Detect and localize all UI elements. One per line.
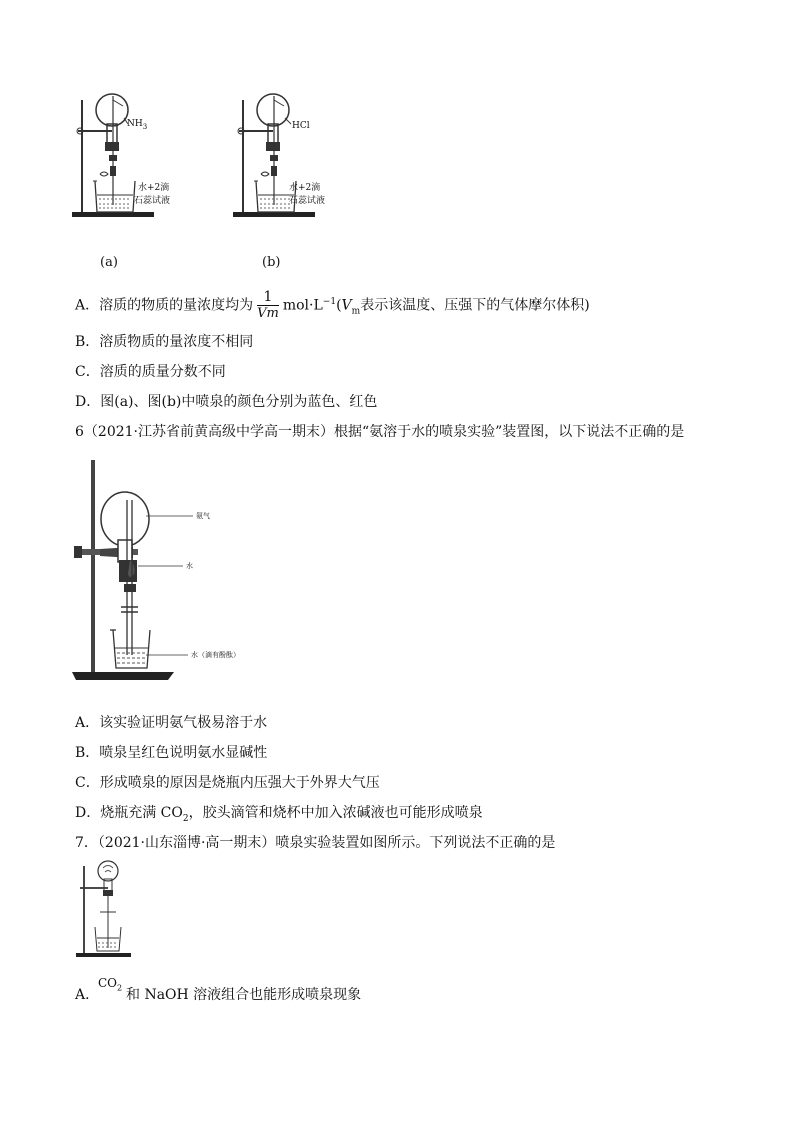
option-letter: D． [75, 805, 101, 821]
q6-option-b[interactable] [75, 744, 267, 762]
q5-option-d[interactable] [75, 393, 377, 411]
label-ammonia: 氨气 [196, 512, 210, 520]
beaker-label-b-1: 水+2滴 [289, 183, 321, 193]
q5-option-c[interactable] [75, 363, 226, 381]
option-a-text-pre: 溶质的物质的量浓度均为 [99, 297, 254, 314]
option-text-post: ，胶头滴管和烧杯中加入浓碱液也可能形成喷泉 [188, 805, 483, 821]
option-letter: A． [75, 297, 100, 314]
q5-option-b[interactable] [75, 333, 253, 351]
option-letter: B． [75, 745, 100, 761]
q6-option-c[interactable] [75, 774, 380, 792]
caption-b: (b) [262, 255, 281, 270]
co2-subscript: 2 [182, 813, 189, 824]
q6-stem: 6（2021·江苏省前黄高级中学高一期末）根据“氨溶于水的喷泉实验”装置图，以下说法不正确的是 [75, 424, 685, 440]
paren-open: ( [336, 297, 342, 314]
q6-option-a[interactable] [75, 714, 267, 732]
caption-a: (a) [100, 255, 118, 270]
option-text: 该实验证明氨气极易溶于水 [99, 715, 268, 731]
option-letter: A． [75, 987, 100, 1003]
option-text: 图(a)、图(b)中喷泉的颜色分别为蓝色、红色 [100, 394, 378, 410]
option-text: 和 NaOH 溶液组合也能形成喷泉现象 [126, 987, 362, 1003]
option-text: 溶质物质的量浓度不相同 [99, 334, 254, 350]
option-letter: A． [75, 715, 100, 731]
option-a-text-post: 表示该温度、压强下的气体摩尔体积) [360, 297, 590, 314]
gas-label-b: HCl [292, 121, 310, 131]
option-letter: C． [75, 775, 100, 791]
q7-stem: 7．（2021·山东淄博·高一期末）喷泉实验装置如图所示。下列说法不正确的是 [75, 835, 556, 851]
fraction-1-over-vm: $\frac{1}{Vm}$ [257, 289, 279, 322]
option-text: 溶质的质量分数不同 [99, 364, 226, 380]
vm-symbol: V [341, 297, 352, 314]
option-text: 喷泉呈红色说明氨水显碱性 [99, 745, 268, 761]
option-letter: C． [75, 364, 100, 380]
option-letter: B． [75, 334, 100, 350]
beaker-label-b-2: 石蕊试液 [289, 196, 326, 206]
gas-label-a: $NH_3$ [127, 119, 148, 131]
unit-mol-per-l: mol·L [282, 297, 323, 314]
label-beaker-water: 水（滴有酚酞） [191, 651, 240, 659]
q6-option-d[interactable] [75, 804, 483, 828]
option-text-pre: 烧瓶充满 CO [100, 805, 183, 821]
formula-co2: $CO_2$ [98, 976, 123, 993]
label-water: 水 [186, 562, 193, 570]
vm-subscript: m [351, 306, 361, 317]
q5-option-a[interactable] [75, 283, 590, 330]
beaker-label-a-2: 石蕊试液 [134, 196, 171, 206]
option-letter: D． [75, 394, 101, 410]
small-fountain-apparatus-drawing [0, 0, 1, 1]
option-text: 形成喷泉的原因是烧瓶内压强大于外界大气压 [99, 775, 380, 791]
beaker-label-a-1: 水+2滴 [138, 183, 170, 193]
unit-exponent: −1 [322, 297, 337, 307]
